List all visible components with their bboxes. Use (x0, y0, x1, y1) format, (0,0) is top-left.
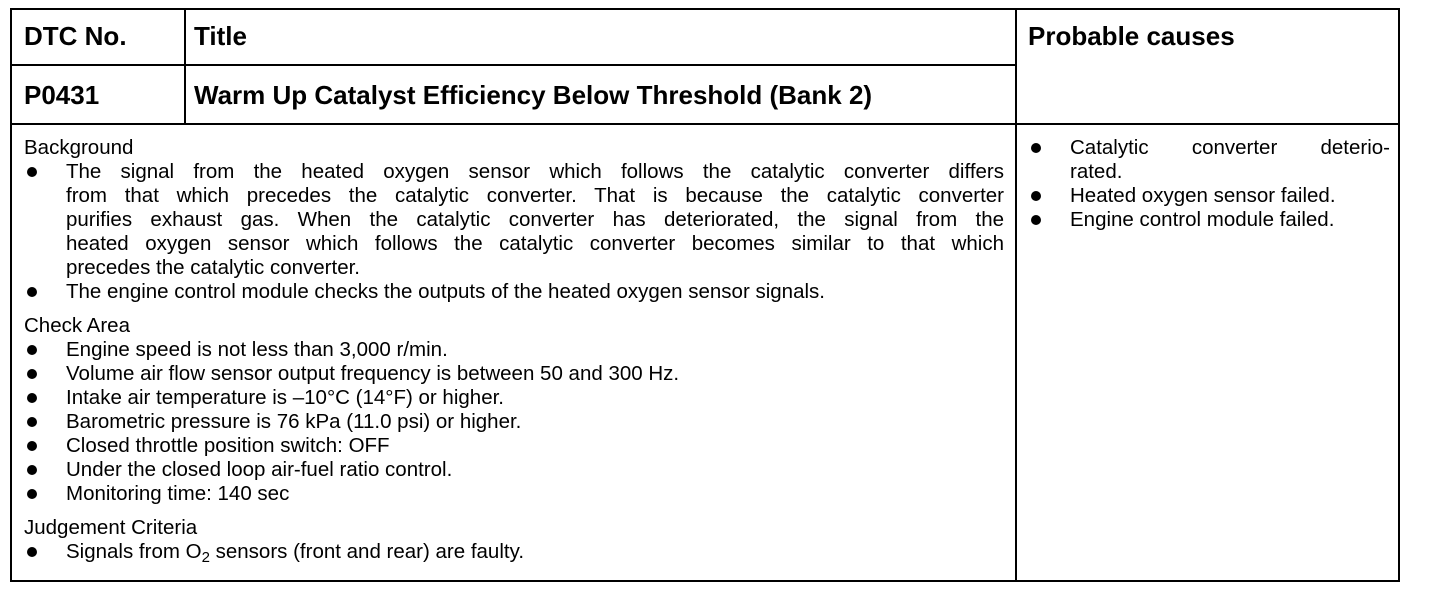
list-item (1028, 184, 1390, 208)
list-item (24, 482, 1004, 506)
divider-header-row (12, 64, 1015, 66)
list-item (24, 338, 1004, 362)
divider-dtc-title (184, 10, 186, 124)
check-area-item: Volume air flow sensor output frequency is between 50 and 300 Hz. (66, 362, 680, 385)
judgement-item: Signals from $O_2$ sensors (front and rear) are faulty. (66, 540, 525, 566)
list-item (1028, 136, 1390, 184)
header-dtc-no: DTC No. (24, 21, 127, 51)
bullet-icon (24, 280, 66, 304)
bullet-icon (24, 482, 66, 506)
background-item-1: The signal from the heated oxygen sensor which follows the catalytic converter differs from that which precedes the catalytic converter. That is because the catalytic converter purifies exhaust gas. When the catalytic converter has deteriorated, the signal from the heated oxygen sensor which follows the catalytic converter becomes similar to that which precedes the catalytic converter. (66, 160, 1004, 279)
bullet-icon (24, 362, 66, 386)
bullet-icon (24, 540, 66, 564)
check-area-heading: Check Area (24, 314, 130, 337)
list-item (24, 540, 1004, 564)
cause-item-1: Catalytic converter deterio- rated. (1070, 136, 1390, 183)
bullet-icon (24, 386, 66, 410)
list-item (24, 362, 1004, 386)
list-item (24, 434, 1004, 458)
bullet-icon (24, 410, 66, 434)
bullet-icon (1028, 208, 1070, 232)
dtc-title: Warm Up Catalyst Efficiency Below Threshold (Bank 2) (194, 80, 873, 110)
check-area-item: Intake air temperature is –10°C (14°F) or higher. (66, 386, 504, 409)
bullet-icon (24, 458, 66, 482)
divider-main-causes (1015, 10, 1017, 582)
cause-item-2: Heated oxygen sensor failed. (1070, 184, 1336, 207)
check-area-item: Barometric pressure is 76 kPa (11.0 psi) or higher. (66, 410, 522, 433)
list-item (24, 458, 1004, 482)
description-column (24, 136, 1004, 564)
list-item (1028, 208, 1390, 232)
header-probable-causes: Probable causes (1028, 21, 1235, 51)
bullet-icon (1028, 184, 1070, 208)
judgement-criteria-heading: Judgement Criteria (24, 516, 198, 539)
bullet-icon (24, 338, 66, 362)
list-item (24, 386, 1004, 410)
divider-body-row (12, 123, 1398, 125)
check-area-item: Engine speed is not less than 3,000 r/min. (66, 338, 448, 361)
check-area-item: Closed throttle position switch: OFF (66, 434, 390, 457)
probable-causes-column (1028, 136, 1390, 232)
check-area-item: Monitoring time: 140 sec (66, 482, 290, 505)
dtc-code: P0431 (24, 80, 100, 110)
header-title: Title (194, 21, 247, 51)
background-item-2: The engine control module checks the outputs of the heated oxygen sensor signals. (66, 280, 825, 303)
list-item (24, 280, 1004, 304)
cause-item-3: Engine control module failed. (1070, 208, 1335, 231)
list-item (24, 160, 1004, 280)
bullet-icon (24, 160, 66, 280)
background-heading: Background (24, 136, 134, 159)
bullet-icon (1028, 136, 1070, 184)
check-area-item: Under the closed loop air-fuel ratio control. (66, 458, 453, 481)
list-item (24, 410, 1004, 434)
dtc-table (10, 8, 1400, 582)
bullet-icon (24, 434, 66, 458)
